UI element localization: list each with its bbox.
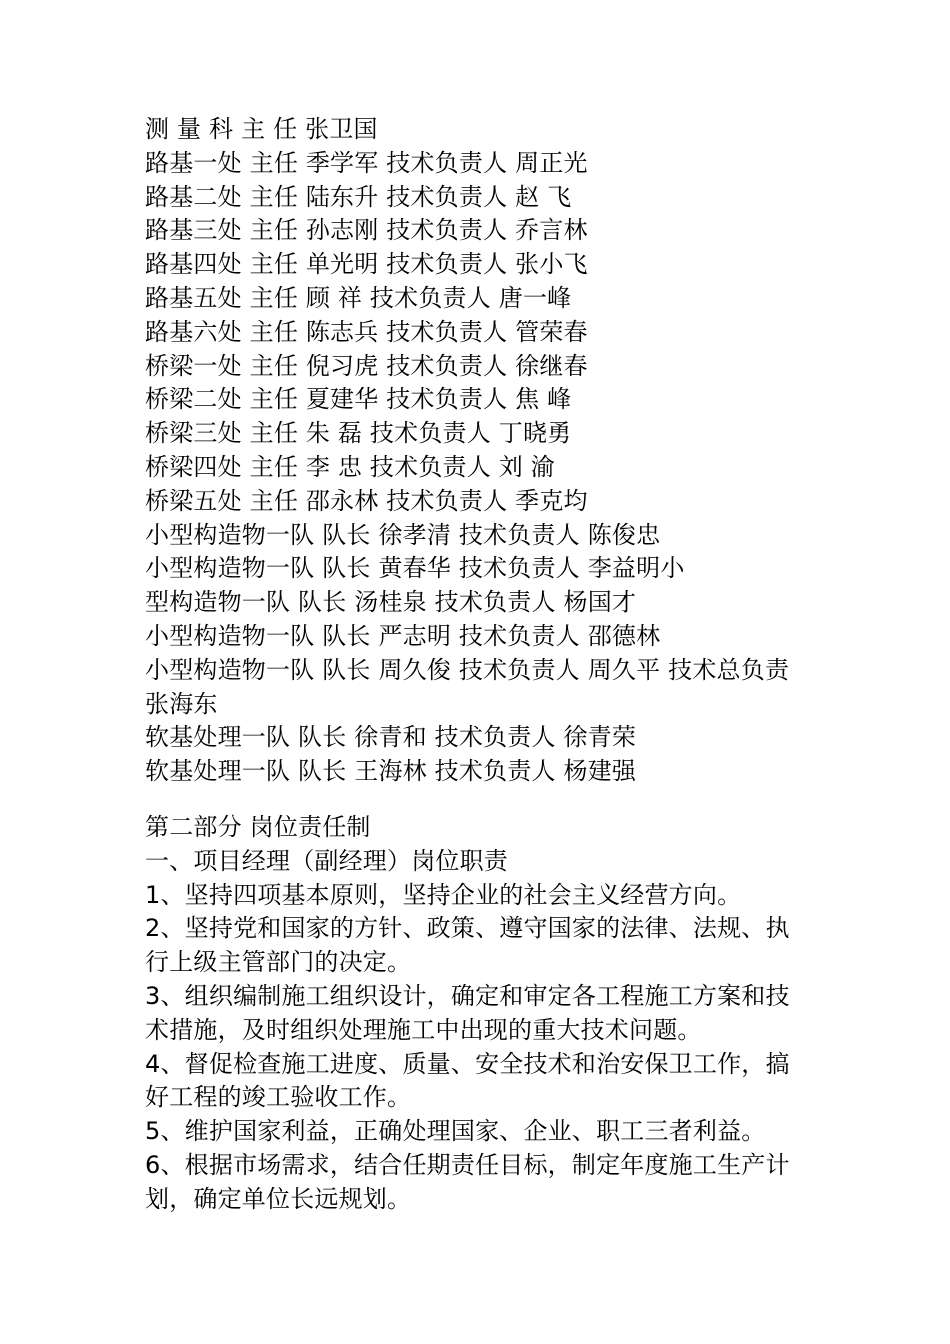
duty-item: 5、维护国家利益，正确处理国家、企业、职工三者利益。 bbox=[145, 1117, 766, 1146]
roster-line: 路基五处 主任 顾 祥 技术负责人 唐一峰 bbox=[145, 283, 572, 312]
duty-item: 1、坚持四项基本原则，坚持企业的社会主义经营方向。 bbox=[145, 880, 742, 909]
roster-line: 软基处理一队 队长 王海林 技术负责人 杨建强 bbox=[145, 757, 637, 786]
section-subtitle: 一、项目经理（副经理）岗位职责 bbox=[145, 846, 508, 875]
duty-item: 6、根据市场需求，结合任期责任目标，制定年度施工生产计划，确定单位长远规划。 bbox=[145, 1150, 790, 1213]
roster-line: 桥梁三处 主任 朱 磊 技术负责人 丁晓勇 bbox=[145, 419, 572, 448]
roster-line: 小型构造物一队 队长 徐孝清 技术负责人 陈俊忠 bbox=[145, 520, 661, 549]
roster-line: 路基二处 主任 陆东升 技术负责人 赵 飞 bbox=[145, 182, 572, 211]
roster-line: 路基四处 主任 单光明 技术负责人 张小飞 bbox=[145, 250, 588, 279]
document-body bbox=[145, 113, 810, 1217]
roster-line: 路基六处 主任 陈志兵 技术负责人 管荣春 bbox=[145, 317, 588, 346]
roster-line: 小型构造物一队 队长 严志明 技术负责人 邵德林 bbox=[145, 621, 661, 650]
roster-line: 桥梁一处 主任 倪习虎 技术负责人 徐继春 bbox=[145, 351, 588, 380]
roster-line: 路基三处 主任 孙志刚 技术负责人 乔言林 bbox=[145, 216, 588, 245]
roster-line: 小型构造物一队 队长 黄春华 技术负责人 李益明小 bbox=[145, 554, 685, 583]
section-gap bbox=[145, 789, 810, 811]
duty-item: 2、坚持党和国家的方针、政策、遵守国家的法律、法规、执行上级主管部门的决定。 bbox=[145, 914, 790, 977]
roster-line: 小型构造物一队 队长 周久俊 技术负责人 周久平 技术总负责 张海东 bbox=[145, 655, 790, 718]
roster-line: 桥梁五处 主任 邵永林 技术负责人 季克均 bbox=[145, 486, 588, 515]
duty-item: 3、组织编制施工组织设计，确定和审定各工程施工方案和技术措施，及时组织处理施工中出现的重大技术问题。 bbox=[145, 981, 790, 1044]
roster-line: 路基一处 主任 季学军 技术负责人 周正光 bbox=[145, 148, 588, 177]
section-title: 第二部分 岗位责任制 bbox=[145, 812, 371, 841]
roster-line: 型构造物一队 队长 汤桂泉 技术负责人 杨国才 bbox=[145, 588, 637, 617]
personnel-roster bbox=[145, 113, 810, 789]
roster-line: 桥梁四处 主任 李 忠 技术负责人 刘 渝 bbox=[145, 452, 555, 481]
duty-item: 4、督促检查施工进度、质量、安全技术和治安保卫工作，搞好工程的竣工验收工作。 bbox=[145, 1049, 790, 1112]
roster-line: 桥梁二处 主任 夏建华 技术负责人 焦 峰 bbox=[145, 385, 572, 414]
roster-line: 测 量 科 主 任 张卫国 bbox=[145, 115, 378, 143]
roster-line: 软基处理一队 队长 徐青和 技术负责人 徐青荣 bbox=[145, 723, 637, 752]
responsibility-section bbox=[145, 811, 810, 1217]
